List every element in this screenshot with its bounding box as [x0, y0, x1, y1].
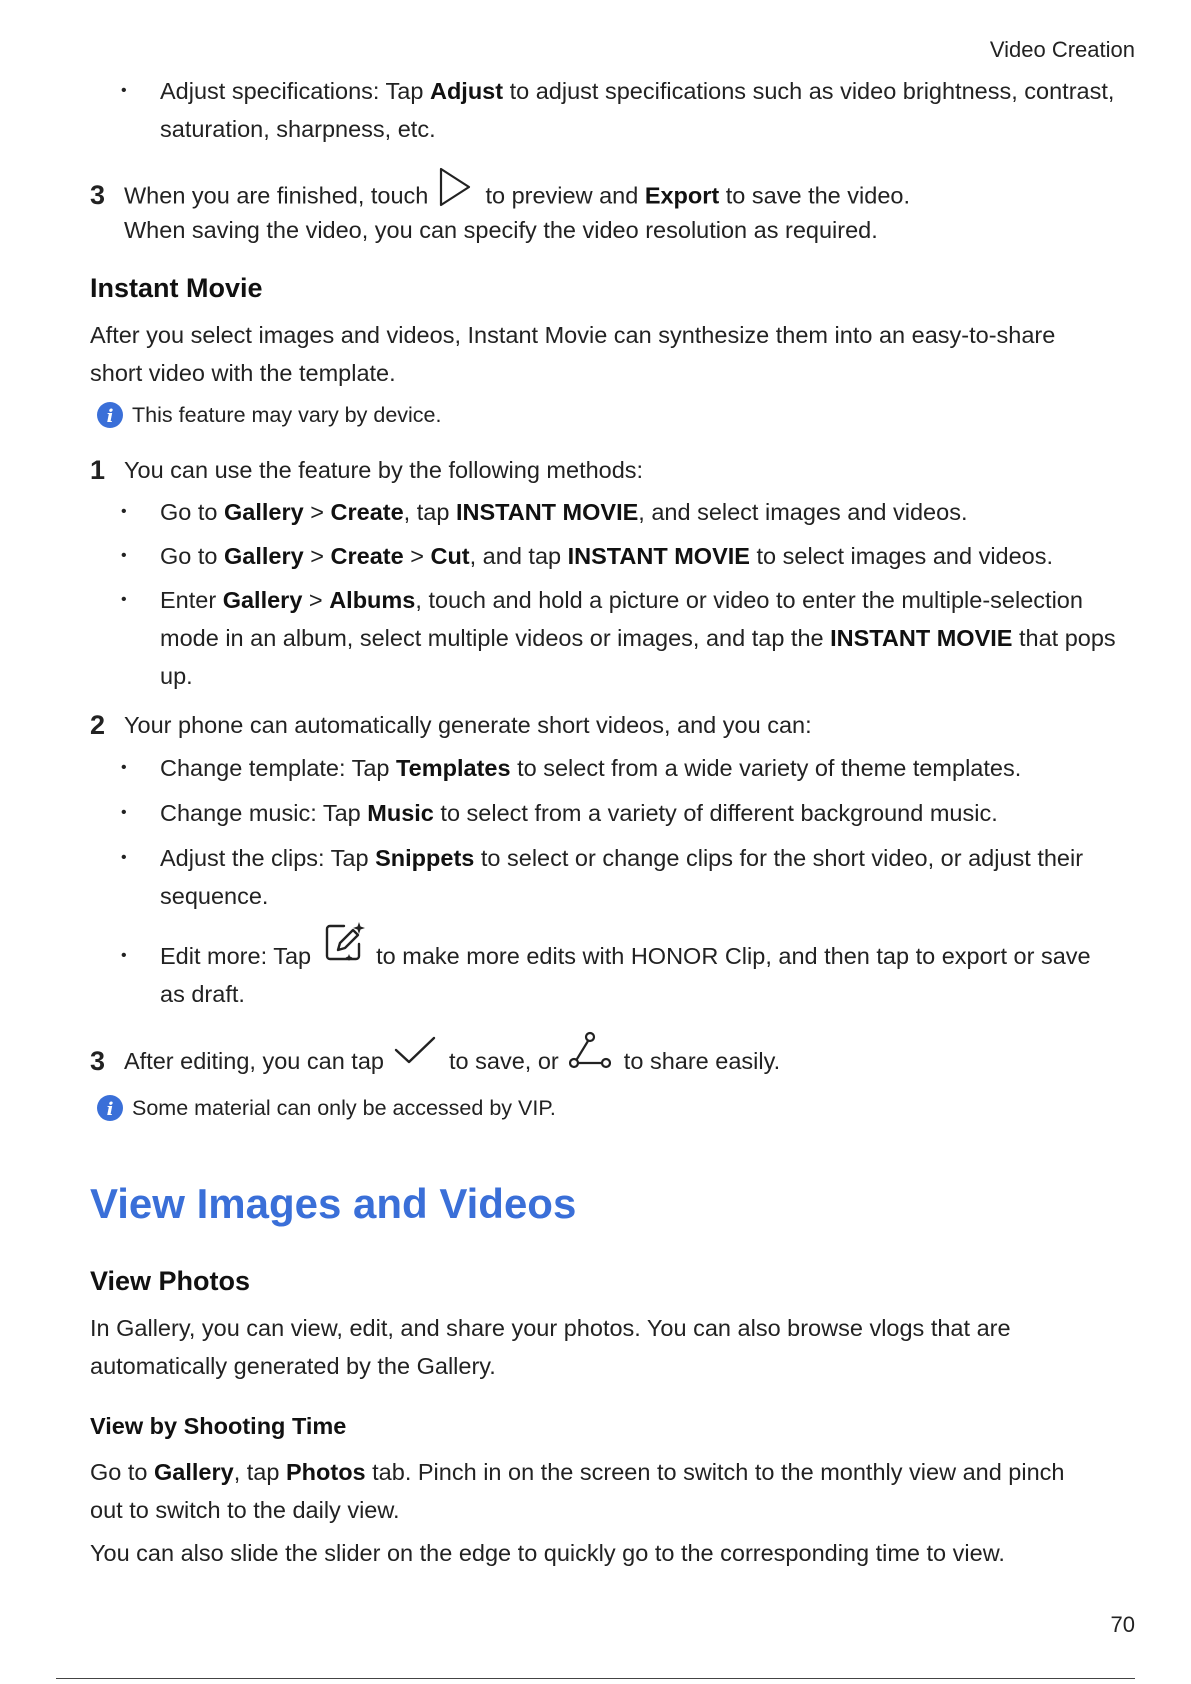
step-number: 3 — [90, 180, 106, 210]
bullet-dot: • — [121, 547, 127, 564]
section-heading-view-photos: View Photos — [90, 1266, 251, 1296]
list-item: • Adjust specifications: Tap Adjust to adjust specifications such as video brightness, contrast, saturation, sharpness, etc. — [90, 72, 1120, 148]
list-item: • Edit more: Tap to make more edits with HONOR Clip, and then tap to export or save as draft. — [90, 937, 1120, 1013]
step-2-list — [90, 749, 1120, 1013]
checkmark-icon — [393, 1034, 437, 1075]
play-icon — [437, 166, 473, 215]
chapter-heading: View Images and Videos — [90, 1180, 577, 1227]
bullet-dot: • — [121, 759, 127, 776]
shooting-time-text: Go to Gallery, tap Photos tab. Pinch in on the screen to switch to the monthly view and pinch out to switch to the daily view. — [90, 1459, 1065, 1523]
step-number: 1 — [90, 455, 106, 485]
step-2: 2 Your phone can automatically generate short videos, and you can: — [90, 710, 812, 740]
section-heading-instant-movie: Instant Movie — [90, 273, 263, 303]
list-item: • Adjust the clips: Tap Snippets to select or change clips for the short video, or adjust their sequence. — [90, 839, 1120, 915]
list-item: • Change template: Tap Templates to select from a wide variety of theme templates. — [90, 749, 1120, 787]
step-1-list — [90, 493, 1120, 695]
step-3-top: 3 When you are finished, touch to preview and Export to save the video. When saving the video, you can specify the video resolution as required. — [90, 180, 1154, 245]
bullet-dot: • — [121, 503, 127, 520]
bullet-dot: • — [121, 947, 127, 964]
step-1: 1 You can use the feature by the following methods: — [90, 455, 644, 485]
list-item: • Enter Gallery > Albums, touch and hold a picture or video to enter the multiple-selection mode in an album, select multiple videos or images, and tap the INSTANT MOVIE that pops up. — [90, 581, 1120, 695]
bullet-dot: • — [121, 849, 127, 866]
info-note-vip: i Some material can only be accessed by VIP. — [90, 1093, 1132, 1123]
slider-text: You can also slide the slider on the edge to quickly go to the corresponding time to view. — [90, 1540, 1005, 1566]
step-3-share: 3 After editing, you can tap to save, or to share easily. — [90, 1046, 1154, 1078]
info-icon — [96, 1094, 124, 1122]
info-note-device: i This feature may vary by device. — [90, 400, 1132, 430]
svg-text:i: i — [106, 406, 114, 427]
adjust-bullet — [90, 72, 1120, 148]
view-photos-text: In Gallery, you can view, edit, and share your photos. You can also browse vlogs that are automatically generated by the Gallery. — [90, 1315, 1011, 1379]
subsection-heading-shooting-time: View by Shooting Time — [90, 1413, 347, 1439]
page-number: 70 — [1110, 1612, 1135, 1637]
running-header: Video Creation — [989, 37, 1135, 62]
instant-movie-intro: After you select images and videos, Instant Movie can synthesize them into an easy-to-share short video with the template. — [90, 322, 1056, 386]
footer-divider — [56, 1678, 1135, 1679]
list-item: • Go to Gallery > Create, tap INSTANT MOVIE, and select images and videos. — [90, 493, 1120, 531]
step-number: 2 — [90, 710, 106, 740]
magic-edit-icon — [322, 920, 366, 975]
bullet-dot: • — [121, 82, 127, 99]
share-icon — [569, 1031, 611, 1078]
list-item: • Go to Gallery > Create > Cut, and tap INSTANT MOVIE to select images and videos. — [90, 537, 1120, 575]
info-icon — [96, 401, 124, 429]
bullet-dot: • — [121, 804, 127, 821]
step-number: 3 — [90, 1046, 106, 1076]
list-item: • Change music: Tap Music to select from a variety of different background music. — [90, 794, 1120, 832]
svg-text:i: i — [106, 1099, 114, 1120]
bullet-dot: • — [121, 591, 127, 608]
